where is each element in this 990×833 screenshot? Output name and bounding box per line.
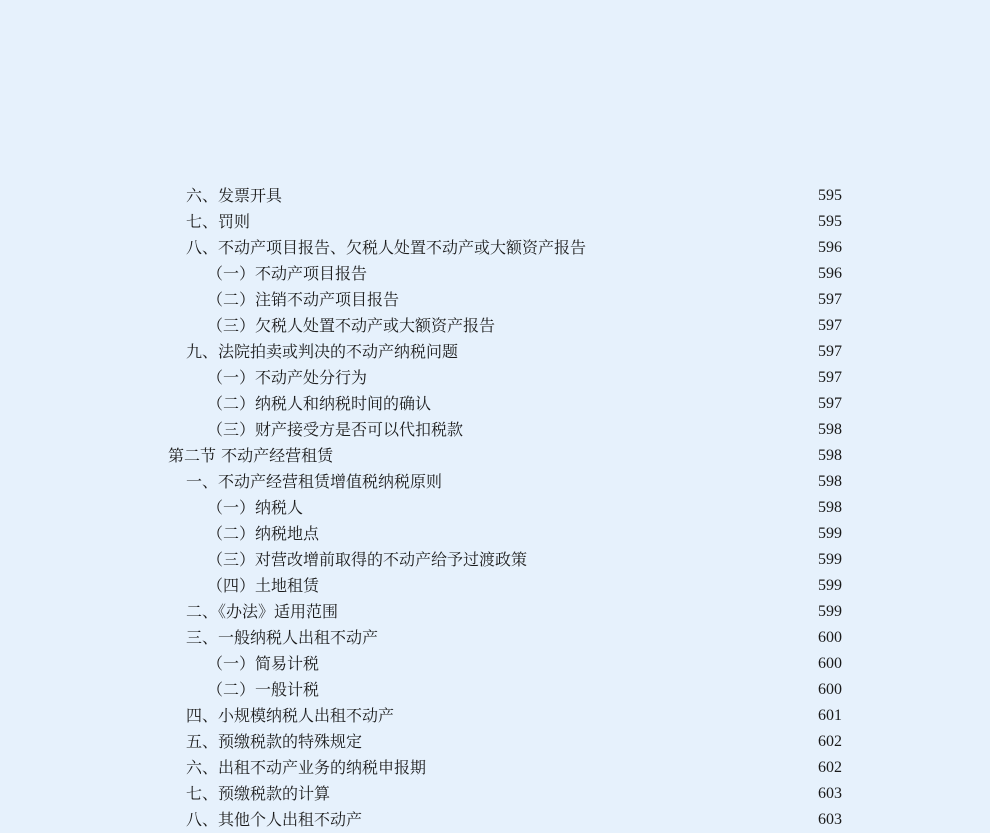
toc-entry-page-number: 599 [818,551,842,568]
toc-entry-title: 四、小规模纳税人出租不动产 [186,706,395,725]
toc-entry-page-number: 599 [818,525,842,542]
toc-entry-title: （二）注销不动产项目报告 [207,290,400,309]
toc-entry [0,209,990,235]
toc-entry [0,287,990,313]
toc-entry [0,417,990,443]
toc-entry-page-number: 602 [818,759,842,776]
toc-entry-page-number: 597 [818,369,842,386]
toc-entry [0,391,990,417]
toc-entry-page-number: 598 [818,421,842,438]
toc-entry-page-number: 596 [818,239,842,256]
toc-entry [0,625,990,651]
toc-entry-title: 九、法院拍卖或判决的不动产纳税问题 [186,342,459,361]
toc-entry-title: 一、不动产经营租赁增值税纳税原则 [186,472,443,491]
table-of-contents [0,183,990,833]
toc-entry [0,677,990,703]
toc-entry-title: （三）对营改增前取得的不动产给予过渡政策 [207,550,528,569]
toc-entry [0,755,990,781]
toc-entry-title: 第二节 不动产经营租赁 [168,446,334,465]
toc-entry-page-number: 601 [818,707,842,724]
toc-entry-page-number: 598 [818,447,842,464]
toc-entry-page-number: 602 [818,733,842,750]
toc-entry [0,651,990,677]
toc-entry-title: （一）不动产处分行为 [207,368,368,387]
toc-entry-title: （四）土地租赁 [207,576,320,595]
toc-entry [0,365,990,391]
toc-entry [0,261,990,287]
toc-entry [0,495,990,521]
toc-entry-page-number: 603 [818,785,842,802]
toc-entry-page-number: 597 [818,343,842,360]
toc-entry [0,781,990,807]
toc-entry-title: （二）一般计税 [207,680,320,699]
toc-entry-page-number: 598 [818,473,842,490]
toc-entry-page-number: 596 [818,265,842,282]
toc-entry [0,339,990,365]
toc-entry-title: （二）纳税人和纳税时间的确认 [207,394,432,413]
toc-entry-page-number: 597 [818,395,842,412]
toc-entry-title: （一）简易计税 [207,654,320,673]
toc-entry-title: 七、预缴税款的计算 [186,784,331,803]
toc-entry [0,729,990,755]
toc-entry [0,573,990,599]
toc-entry [0,235,990,261]
toc-entry-page-number: 595 [818,187,842,204]
toc-entry-title: 八、不动产项目报告、欠税人处置不动产或大额资产报告 [186,238,587,257]
toc-entry-title: 二、《办法》适用范围 [186,602,339,621]
toc-entry-page-number: 603 [818,811,842,828]
toc-entry-title: （一）不动产项目报告 [207,264,368,283]
toc-entry [0,443,990,469]
toc-entry-title: （三）欠税人处置不动产或大额资产报告 [207,316,496,335]
toc-entry-title: 六、出租不动产业务的纳税申报期 [186,758,427,777]
toc-entry-title: 三、一般纳税人出租不动产 [186,628,379,647]
toc-entry-page-number: 600 [818,681,842,698]
toc-entry-page-number: 600 [818,655,842,672]
toc-entry-page-number: 598 [818,499,842,516]
toc-entry [0,599,990,625]
toc-entry [0,521,990,547]
toc-entry-page-number: 599 [818,603,842,620]
toc-entry-title: （一）纳税人 [207,498,304,517]
toc-entry-title: 五、预缴税款的特殊规定 [186,732,363,751]
toc-entry [0,703,990,729]
toc-entry-page-number: 597 [818,291,842,308]
toc-entry-title: 七、罚则 [186,212,251,231]
toc-entry-title: （二）纳税地点 [207,524,320,543]
toc-entry-title: 六、发票开具 [186,186,283,205]
toc-entry [0,183,990,209]
toc-entry-page-number: 597 [818,317,842,334]
toc-entry [0,547,990,573]
toc-entry-page-number: 599 [818,577,842,594]
toc-entry-page-number: 595 [818,213,842,230]
toc-entry [0,469,990,495]
toc-entry-title: （三）财产接受方是否可以代扣税款 [207,420,464,439]
toc-entry-page-number: 600 [818,629,842,646]
toc-entry [0,313,990,339]
toc-entry-title: 八、其他个人出租不动产 [186,810,363,829]
toc-entry [0,807,990,833]
